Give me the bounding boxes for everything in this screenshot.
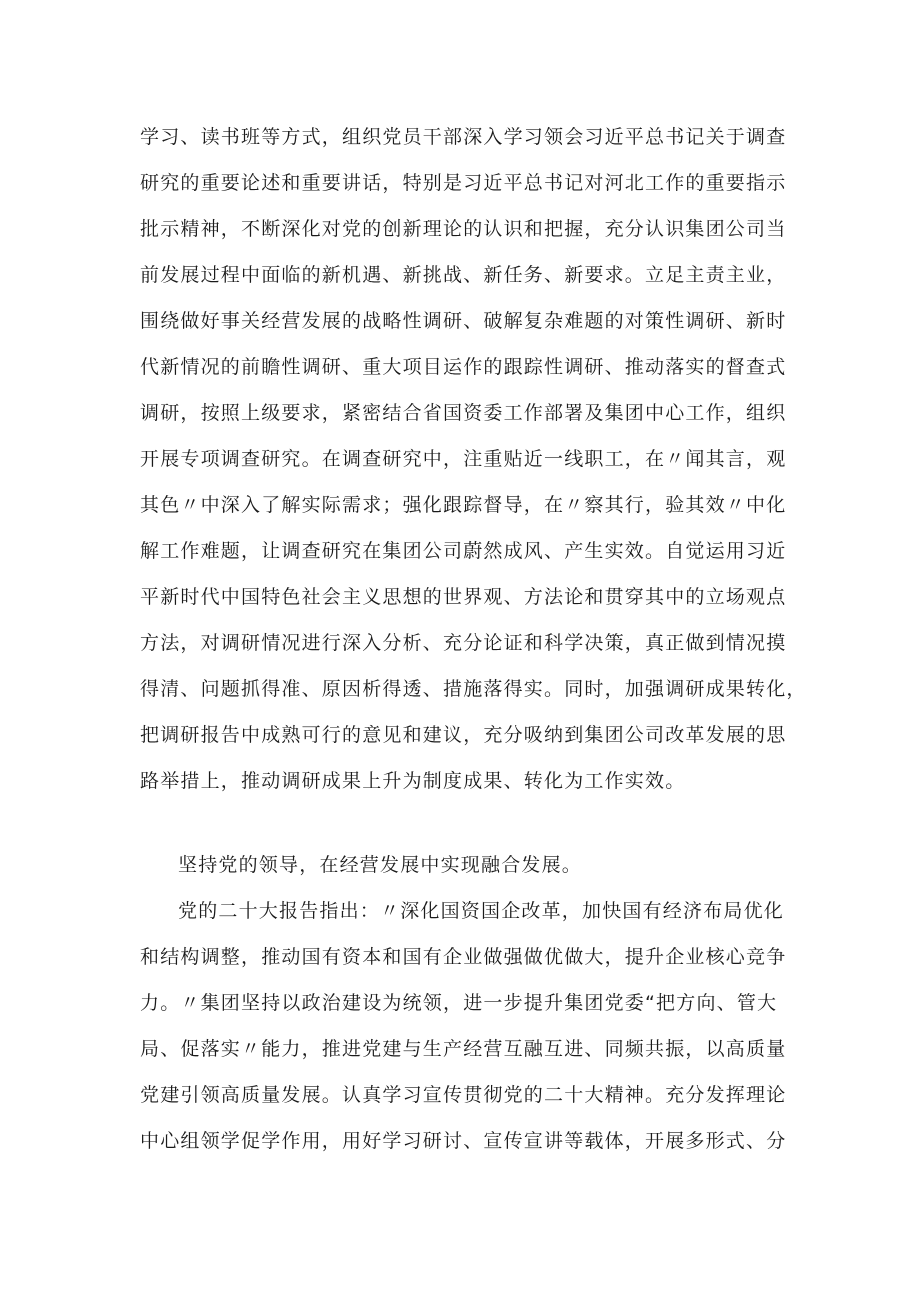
text-line: 和结构调整，推动国有资本和国有企业做强做优做大，提升企业核心竞争: [140, 946, 787, 968]
text-line: 党的二十大报告指出：〃深化国资国企改革，加快国有经济布局优化: [178, 900, 785, 922]
heading-line: 坚持党的领导，在经营发展中实现融合发展。: [178, 854, 583, 876]
text-line: 批示精神，不断深化对党的创新理论的认识和把握，充分认识集团公司当: [140, 218, 787, 240]
text-line: 力。〃集团坚持以政治建设为统领，进一步提升集团党委“把方向、管大: [140, 992, 778, 1014]
text-line: 开展专项调查研究。在调查研究中，注重贴近一线职工，在〃闻其言，观: [140, 448, 787, 470]
text-line: 代新情况的前瞻性调研、重大项目运作的跟踪性调研、推动落实的督查式: [140, 356, 787, 378]
text-line: 中心组领学促学作用，用好学习研讨、宣传宣讲等载体，开展多形式、分: [140, 1130, 787, 1152]
text-line: 其色〃中深入了解实际需求；强化跟踪督导，在〃察其行，验其效〃中化: [140, 494, 787, 516]
text-line: 学习、读书班等方式，组织党员干部深入学习领会习近平总书记关于调查: [140, 126, 787, 148]
text-line: 围绕做好事关经营发展的战略性调研、破解复杂难题的对策性调研、新时: [140, 310, 787, 332]
text-line: 党建引领高质量发展。认真学习宣传贯彻党的二十大精神。充分发挥理论: [140, 1084, 787, 1106]
text-line: 研究的重要论述和重要讲话，特别是习近平总书记对河北工作的重要指示: [140, 172, 787, 194]
text-line: 把调研报告中成熟可行的意见和建议，充分吸纳到集团公司改革发展的思: [140, 724, 787, 746]
text-line: 得清、问题抓得准、原因析得透、措施落得实。同时，加强调研成果转化，: [140, 678, 807, 700]
text-line: 解工作难题，让调查研究在集团公司蔚然成风、产生实效。自觉运用习近: [140, 540, 787, 562]
text-line: 方法，对调研情况进行深入分析、充分论证和科学决策，真正做到情况摸: [140, 632, 787, 654]
text-line: 前发展过程中面临的新机遇、新挑战、新任务、新要求。立足主责主业，: [140, 264, 787, 286]
text-line: 局、促落实〃能力，推进党建与生产经营互融互进、同频共振，以高质量: [140, 1038, 787, 1060]
text-line: 平新时代中国特色社会主义思想的世界观、方法论和贯穿其中的立场观点: [140, 586, 787, 608]
text-line: 调研，按照上级要求，紧密结合省国资委工作部署及集团中心工作，组织: [140, 402, 787, 424]
text-line: 路举措上，推动调研成果上升为制度成果、转化为工作实效。: [140, 770, 686, 792]
